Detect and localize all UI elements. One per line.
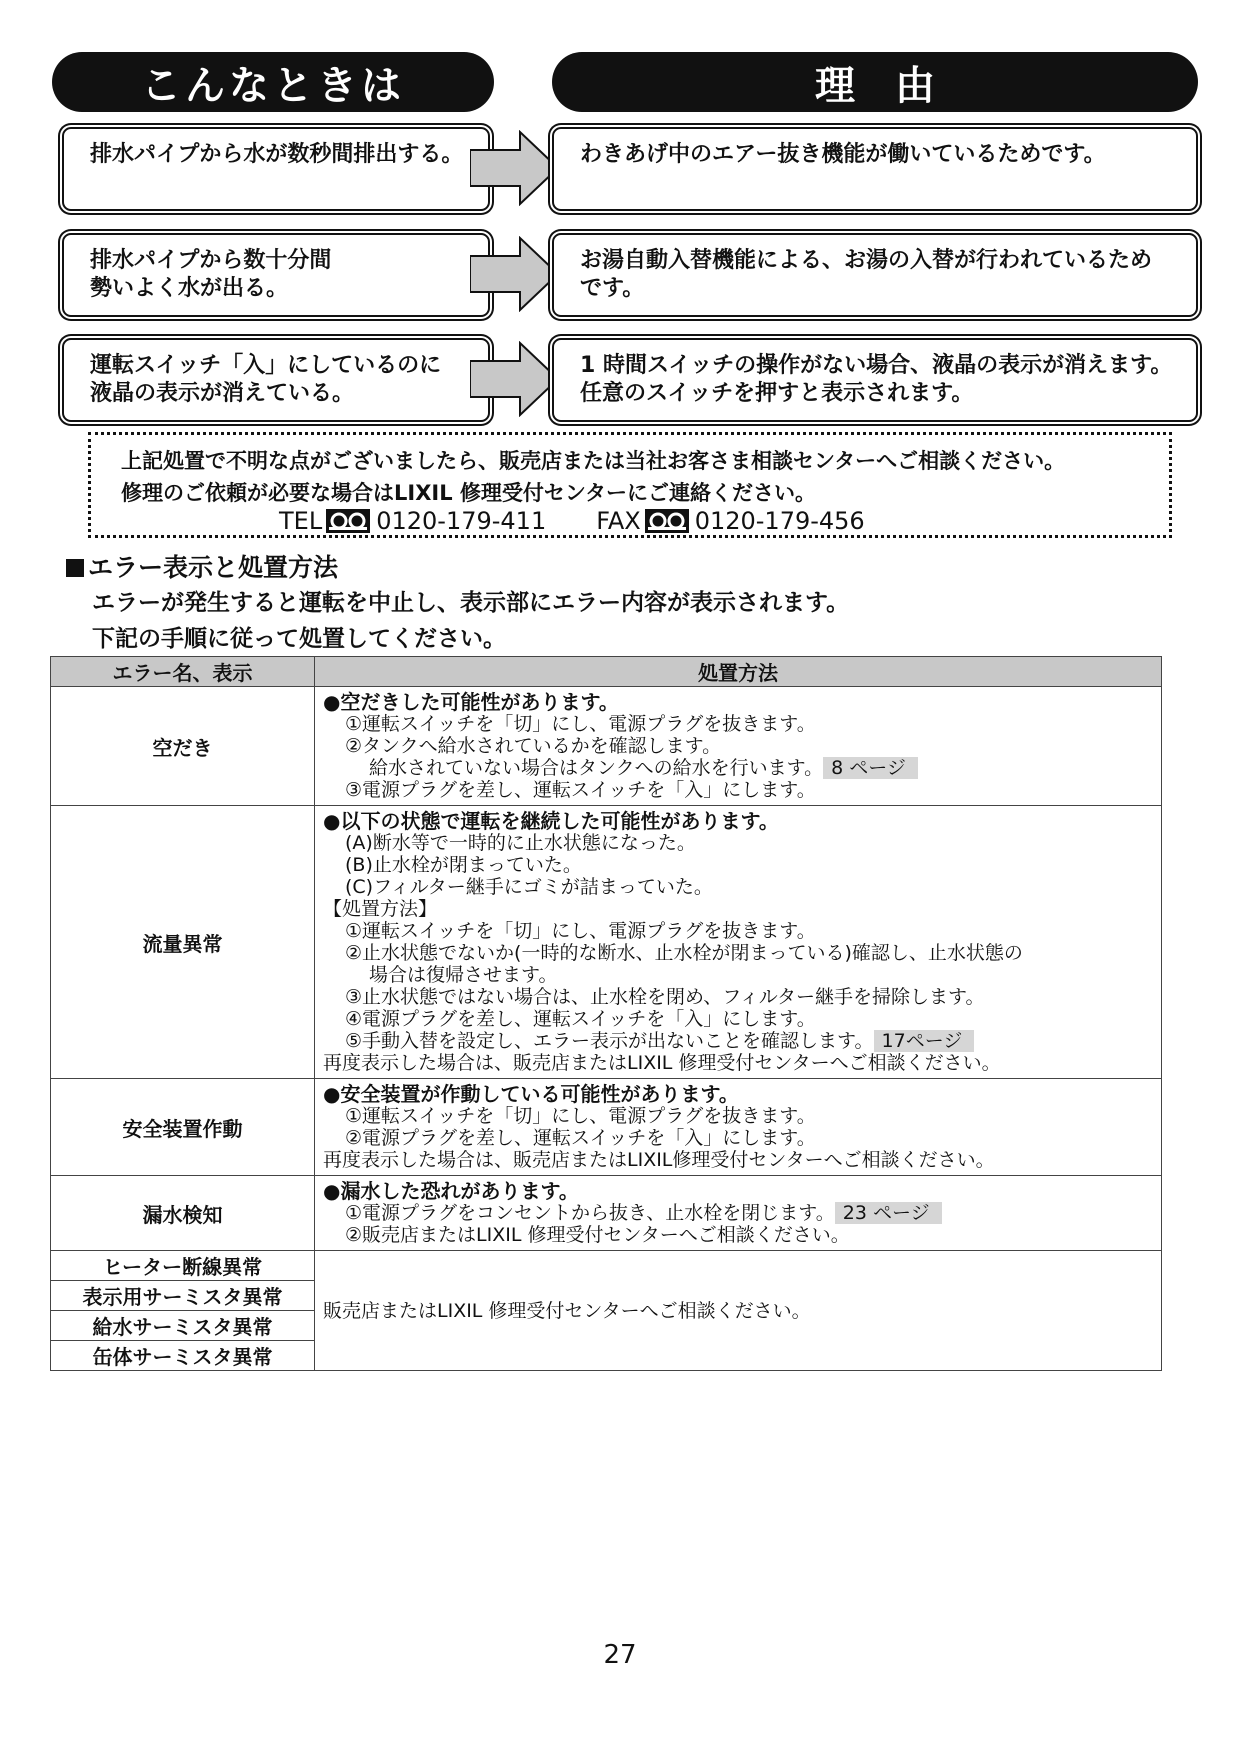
condition-box-1 [62, 127, 490, 211]
method-line-text: 給水されていない場合はタンクへの給水を行います。 [369, 757, 824, 779]
method-line [323, 898, 1153, 920]
error-name: 表示用サーミスタ異常 [51, 1281, 315, 1311]
tel-label: TEL [279, 507, 323, 535]
fax-number: 0120-179-456 [694, 507, 865, 535]
column-header-name: エラー名、表示 [51, 657, 315, 687]
method-line-text: 再度表示した場合は、販売店またはLIXIL修理受付センターへご相談ください。 [323, 1149, 995, 1171]
method-line [323, 1008, 1153, 1030]
method-lead: ●以下の状態で運転を継続した可能性があります。 [323, 809, 779, 833]
method-line [323, 832, 1153, 854]
page-number: 27 [603, 1640, 637, 1670]
method-line-text: ①電源プラグをコンセントから抜き、止水栓を閉じます。 [345, 1202, 835, 1224]
contact-box [88, 432, 1172, 538]
condition-text-1: 排水パイプから水が数秒間排出する。 [90, 142, 464, 167]
method-line [323, 854, 1153, 876]
section-title-text: エラー表示と処置方法 [88, 553, 339, 582]
table-row [51, 1251, 1162, 1281]
method-line-text: 場合は復帰させます。 [369, 964, 558, 986]
method-line [323, 713, 1153, 735]
arrow-right-icon [470, 236, 560, 312]
section-title [66, 548, 338, 584]
table-row [51, 1176, 1162, 1251]
reason-box-2 [552, 233, 1198, 317]
page-reference: 17ページ [874, 1030, 975, 1052]
error-method: 販売店またはLIXIL 修理受付センターへご相談ください。 [315, 1251, 1162, 1371]
contact-phones [279, 507, 865, 535]
method-line [323, 1105, 1153, 1127]
reason-text-1: わきあげ中のエアー抜き機能が働いているためです。 [580, 142, 1106, 167]
error-name: 空だき [51, 687, 315, 806]
page-reference: 8 ページ [823, 757, 918, 779]
method-line-text: ②電源プラグを差し、運転スイッチを「入」にします。 [345, 1127, 816, 1149]
error-method [315, 687, 1162, 806]
reason-header: 理由 [552, 52, 1198, 112]
method-lead: ●安全装置が作動している可能性があります。 [323, 1082, 739, 1106]
condition-text-3: 運転スイッチ「入」にしているのに 液晶の表示が消えている。 [90, 353, 442, 406]
method-line [323, 1052, 1153, 1074]
method-line [323, 1030, 1153, 1052]
error-method [315, 1176, 1162, 1251]
method-line-text: ①運転スイッチを「切」にし、電源プラグを抜きます。 [345, 713, 816, 735]
method-line [323, 986, 1153, 1008]
error-name: 漏水検知 [51, 1176, 315, 1251]
table-row [51, 687, 1162, 806]
method-line-text: ②止水状態でないか(一時的な断水、止水栓が閉まっている)確認し、止水状態の [345, 942, 1023, 964]
arrow-right-icon [470, 130, 560, 206]
section-intro-1: エラーが発生すると運転を中止し、表示部にエラー内容が表示されます。 [92, 590, 850, 616]
tel-number: 0120-179-411 [376, 507, 547, 535]
method-line [323, 942, 1153, 964]
method-line [323, 735, 1153, 757]
free-dial-icon [326, 509, 370, 533]
contact-line-1: 上記処置で不明な点がございましたら、販売店または当社お客さま相談センターへご相談ください。 [121, 449, 1066, 473]
error-name: ヒーター断線異常 [51, 1251, 315, 1281]
method-line-text: ①運転スイッチを「切」にし、電源プラグを抜きます。 [345, 1105, 816, 1127]
method-line-text: (B)止水栓が閉まっていた。 [345, 854, 582, 876]
condition-text-2: 排水パイプから数十分間 勢いよく水が出る。 [90, 248, 332, 301]
method-line [323, 1202, 1153, 1224]
reason-text-3: 1 時間スイッチの操作がない場合、液晶の表示が消えます。 任意のスイッチを押すと表示されます。 [580, 353, 1173, 406]
method-line [323, 1224, 1153, 1246]
reason-box-3 [552, 338, 1198, 422]
method-line-text: ③止水状態ではない場合は、止水栓を閉め、フィルター継手を掃除します。 [345, 986, 985, 1008]
method-line [323, 920, 1153, 942]
error-table [50, 656, 1162, 1371]
method-line-text: 【処置方法】 [323, 898, 438, 920]
column-header-method: 処置方法 [315, 657, 1162, 687]
method-lead: ●空だきした可能性があります。 [323, 690, 619, 714]
method-line-text: ⑤手動入替を設定し、エラー表示が出ないことを確認します。 [345, 1030, 874, 1052]
method-line [323, 876, 1153, 898]
method-line-text: 再度表示した場合は、販売店またはLIXIL 修理受付センターへご相談ください。 [323, 1052, 1001, 1074]
method-line-text: ②販売店またはLIXIL 修理受付センターへご相談ください。 [345, 1224, 850, 1246]
section-intro-2: 下記の手順に従って処置してください。 [92, 626, 506, 652]
error-name: 流量異常 [51, 806, 315, 1079]
free-dial-icon [645, 509, 689, 533]
error-name: 給水サーミスタ異常 [51, 1311, 315, 1341]
error-method [315, 806, 1162, 1079]
page-reference: 23 ページ [835, 1202, 942, 1224]
error-method [315, 1079, 1162, 1176]
error-name: 缶体サーミスタ異常 [51, 1341, 315, 1371]
condition-box-2 [62, 233, 490, 317]
method-line [323, 1127, 1153, 1149]
error-name: 安全装置作動 [51, 1079, 315, 1176]
table-row [51, 806, 1162, 1079]
method-line-text: ②タンクへ給水されているかを確認します。 [345, 735, 722, 757]
method-line-text: ①運転スイッチを「切」にし、電源プラグを抜きます。 [345, 920, 816, 942]
error-table-body [51, 687, 1162, 1371]
method-line-text: ④電源プラグを差し、運転スイッチを「入」にします。 [345, 1008, 816, 1030]
method-line [323, 757, 1153, 779]
condition-box-3 [62, 338, 490, 422]
condition-header: こんなときは [52, 52, 494, 112]
method-line-text: (A)断水等で一時的に止水状態になった。 [345, 832, 696, 854]
method-line-text: (C)フィルター継手にゴミが詰まっていた。 [345, 876, 713, 898]
reason-box-1 [552, 127, 1198, 211]
square-bullet-icon [66, 559, 84, 577]
method-line [323, 1149, 1153, 1171]
table-row [51, 1079, 1162, 1176]
method-line [323, 964, 1153, 986]
fax-label: FAX [596, 507, 641, 535]
reason-text-2: お湯自動入替機能による、お湯の入替が行われているため です。 [580, 248, 1153, 301]
table-header-row [51, 657, 1162, 687]
method-lead: ●漏水した恐れがあります。 [323, 1179, 579, 1203]
contact-line-2: 修理のご依頼が必要な場合はLIXIL 修理受付センターにご連絡ください。 [121, 481, 817, 505]
arrow-right-icon [470, 341, 560, 417]
method-line-text: ③電源プラグを差し、運転スイッチを「入」にします。 [345, 779, 816, 801]
method-line [323, 779, 1153, 801]
